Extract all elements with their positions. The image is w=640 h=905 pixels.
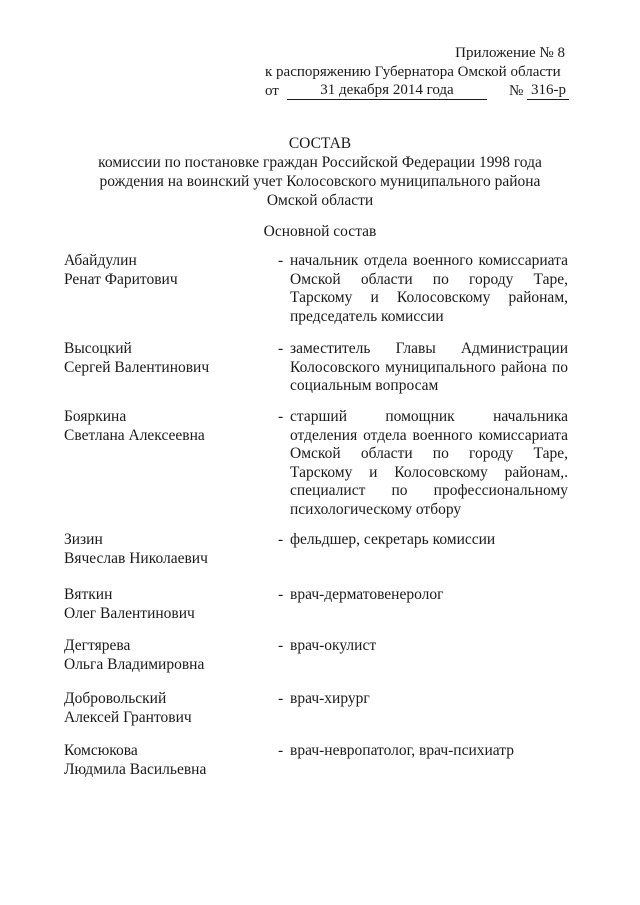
member-name bbox=[64, 252, 264, 289]
member-surname: Комсюкова bbox=[64, 742, 138, 759]
document-title-line-3: Омской области bbox=[266, 192, 374, 209]
member-role: врач-окулист bbox=[290, 637, 377, 654]
member-given-name: Ренат Фаритович bbox=[64, 270, 178, 288]
member-role: врач-дерматовенеролог bbox=[290, 586, 444, 603]
member-surname: Бояркина bbox=[64, 408, 127, 425]
appendix-date-line bbox=[265, 82, 565, 101]
member-given-name: Алексей Грантович bbox=[64, 708, 192, 726]
order-date: 31 декабря 2014 года bbox=[287, 82, 487, 100]
member-surname: Вяткин bbox=[64, 586, 113, 603]
member-name bbox=[64, 690, 264, 727]
member-surname: Добровольский bbox=[64, 690, 167, 707]
document-heading: СОСТАВ bbox=[288, 135, 352, 152]
number-sign: № bbox=[509, 83, 524, 99]
member-name bbox=[64, 637, 264, 674]
member-name bbox=[64, 340, 264, 377]
date-prefix: от bbox=[265, 83, 279, 99]
member-role: фельдшер, секретарь комиссии bbox=[290, 531, 496, 548]
member-role: заместитель Главы Администрации Колосовского муниципального района по социальным вопросам bbox=[290, 340, 568, 394]
member-surname: Дегтярева bbox=[64, 637, 131, 654]
member-role: врач-хирург bbox=[290, 690, 370, 707]
member-given-name: Людмила Васильевна bbox=[64, 760, 207, 778]
member-surname: Абайдулин bbox=[64, 252, 137, 269]
member-dash: - bbox=[278, 340, 284, 357]
member-given-name: Вячеслав Николаевич bbox=[64, 549, 208, 567]
member-name bbox=[64, 586, 264, 623]
order-number: 316-р bbox=[527, 82, 569, 100]
member-dash: - bbox=[278, 531, 284, 548]
member-name bbox=[64, 531, 264, 568]
member-surname: Зизин bbox=[64, 531, 103, 548]
member-given-name: Олег Валентинович bbox=[64, 604, 195, 622]
member-dash: - bbox=[278, 690, 284, 707]
member-role: старший помощник начальника отделения отдела военного комиссариата Омской области по городу Таре, Тарскому и Колосовскому районам,. специалист по профессиональному психологическому отбору bbox=[290, 408, 568, 518]
member-dash: - bbox=[278, 586, 284, 603]
member-dash: - bbox=[278, 637, 284, 654]
member-dash: - bbox=[278, 408, 284, 425]
member-given-name: Светлана Алексеевна bbox=[64, 426, 205, 444]
document-title-line-1: комиссии по постановке граждан Российской Федерации 1998 года bbox=[98, 154, 542, 171]
member-dash: - bbox=[278, 252, 284, 269]
appendix-number: Приложение № 8 bbox=[455, 45, 565, 61]
member-role: врач-невропатолог, врач-психиатр bbox=[290, 742, 515, 759]
member-name bbox=[64, 742, 264, 779]
member-given-name: Ольга Владимировна bbox=[64, 655, 205, 673]
document-title-line-2: рождения на воинский учет Колосовского муниципального района bbox=[99, 173, 541, 190]
section-heading: Основной состав bbox=[263, 223, 377, 240]
member-dash: - bbox=[278, 742, 284, 759]
member-role: начальник отдела военного комиссариата Омской области по городу Таре, Тарскому и Колосовскому районам, председатель комиссии bbox=[290, 252, 568, 325]
appendix-header bbox=[265, 44, 565, 101]
appendix-reference: к распоряжению Губернатора Омской области bbox=[265, 64, 561, 80]
member-name bbox=[64, 408, 264, 445]
member-surname: Высоцкий bbox=[64, 340, 132, 357]
member-given-name: Сергей Валентинович bbox=[64, 358, 210, 376]
